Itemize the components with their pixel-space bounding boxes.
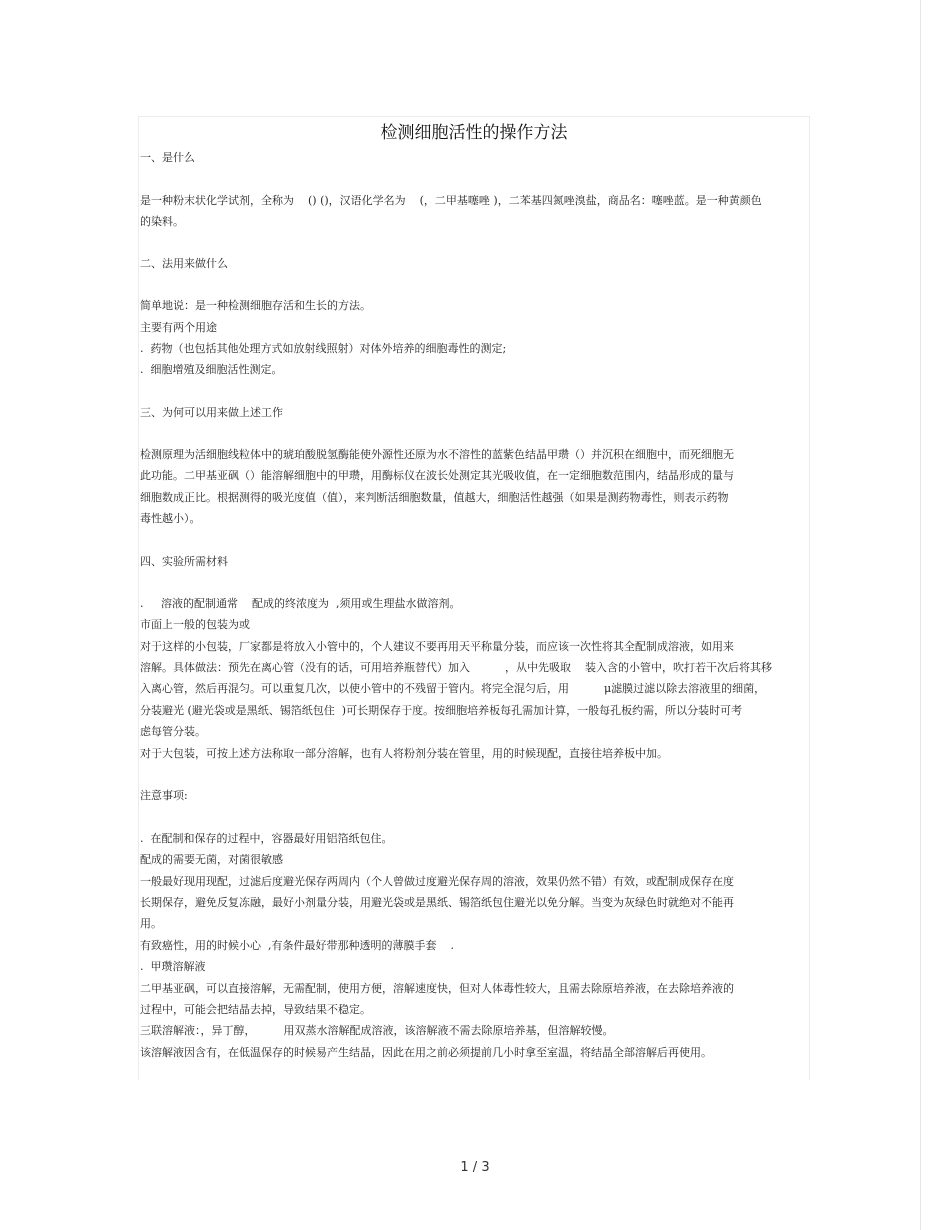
paragraph-line: 该溶解液因含有，在低温保存的时候易产生结晶，因此在用之前必须提前几小时拿至室温，将结晶全部溶解后再使用。 <box>140 1046 712 1059</box>
section-heading-4: 四、实验所需材料 <box>140 555 228 568</box>
list-item: . 细胞增殖及细胞活性测定。 <box>140 363 283 376</box>
document-page <box>138 116 810 1080</box>
paragraph-line: 虑每管分装。 <box>140 725 206 738</box>
paragraph-line: 分装避光 (避光袋或是黑纸、锡箔纸包住 )可长期保存于度。按细胞培养板每孔需加计算，一般每孔板约需，所以分装时可考 <box>140 704 743 717</box>
page-edge-rule <box>920 0 921 1230</box>
section-heading-1: 一、是什么 <box>140 151 195 164</box>
paragraph-line: 对于这样的小包装，厂家都是将放入小管中的，个人建议不要再用天平称量分装，而应该一次性将其全配制成溶液，如用来 <box>140 640 734 653</box>
paragraph-line: 简单地说：是一种检测细胞存活和生长的方法。 <box>140 299 371 312</box>
paragraph-line: 细胞数成正比。根据测得的吸光度值（值），来判断活细胞数量，值越大，细胞活性越强（如果是测药物毒性，则表示药物 <box>140 491 729 504</box>
paragraph-line: 一般最好现用现配，过滤后度避光保存两周内（个人曾做过度避光保存周的溶液，效果仍然不错）有效，或配制成保存在度 <box>140 875 734 888</box>
document-title: 检测细胞活性的操作方法 <box>380 123 568 143</box>
paragraph-line: 有致癌性，用的时候小心 ,有条件最好带那种透明的薄膜手套 . <box>140 939 454 952</box>
paragraph-line: 的染料。 <box>140 215 184 228</box>
paragraph-line: 对于大包装，可按上述方法称取一部分溶解，也有人将粉剂分装在管里，用的时候现配，直接往培养板中加。 <box>140 747 668 760</box>
paragraph-line: 市面上一般的包装为或 <box>140 618 250 631</box>
page-indicator: 1 / 3 <box>460 1160 490 1175</box>
paragraph-line: 主要有两个用途 <box>140 321 217 334</box>
list-item: . 溶液的配制通常 配成的终浓度为 ,须用或生理盐水做溶剂。 <box>140 597 461 610</box>
paragraph-line: 溶解。具体做法：预先在离心管（没有的话，可用培养瓶替代）加入 ，从中先吸取 装入含的小管中，吹打若干次后将其移 <box>140 661 772 674</box>
paragraph-line: 检测原理为活细胞线粒体中的琥珀酸脱氢酶能使外源性还原为水不溶性的蓝紫色结晶甲瓒（）并沉积在细胞中，而死细胞无 <box>140 448 734 461</box>
paragraph-line: 用。 <box>140 917 162 930</box>
list-item: . 在配制和保存的过程中，容器最好用铝箔纸包住。 <box>140 832 393 845</box>
paragraph-line: 配成的需要无菌，对菌很敏感 <box>140 853 283 866</box>
paragraph-line: 三联溶解液：，异丁醇， 用双蒸水溶解配成溶液，该溶解液不需去除原培养基，但溶解较慢。 <box>140 1024 614 1037</box>
paragraph-line: 此功能。二甲基亚砜（）能溶解细胞中的甲瓒，用酶标仪在波长处测定其光吸收值，在一定细胞数范围内，结晶形成的量与 <box>140 469 734 482</box>
section-heading-2: 二、法用来做什么 <box>140 257 228 270</box>
list-item: . 甲瓒溶解液 <box>140 960 206 973</box>
paragraph-line: 是一种粉末状化学试剂，全称为 () ()，汉语化学名为 (，二甲基噻唑 )，二苯基四氮唑溴盐，商品名：噻唑蓝。是一种黄颜色 <box>140 194 762 207</box>
section-heading-3: 三、为何可以用来做上述工作 <box>140 406 283 419</box>
paragraph-line: 过程中，可能会把结晶去掉，导致结果不稳定。 <box>140 1003 371 1016</box>
list-item: . 药物（也包括其他处理方式如放射线照射）对体外培养的细胞毒性的测定; <box>140 342 507 355</box>
notes-heading: 注意事项: <box>140 789 188 802</box>
paragraph-line: 入离心管，然后再混匀。可以重复几次，以使小管中的不残留于管内。将完全混匀后，用 μ滤膜过滤以除去溶液里的细菌， <box>140 682 766 695</box>
paragraph-line: 长期保存，避免反复冻融，最好小剂量分装，用避光袋或是黑纸、锡箔纸包住避光以免分解。当变为灰绿色时就绝对不能再 <box>140 896 734 909</box>
paragraph-line: 二甲基亚砜，可以直接溶解，无需配制，使用方便，溶解速度快，但对人体毒性较大，且需去除原培养液，在去除培养液的 <box>140 982 734 995</box>
paragraph-line: 毒性越小）。 <box>140 512 201 525</box>
